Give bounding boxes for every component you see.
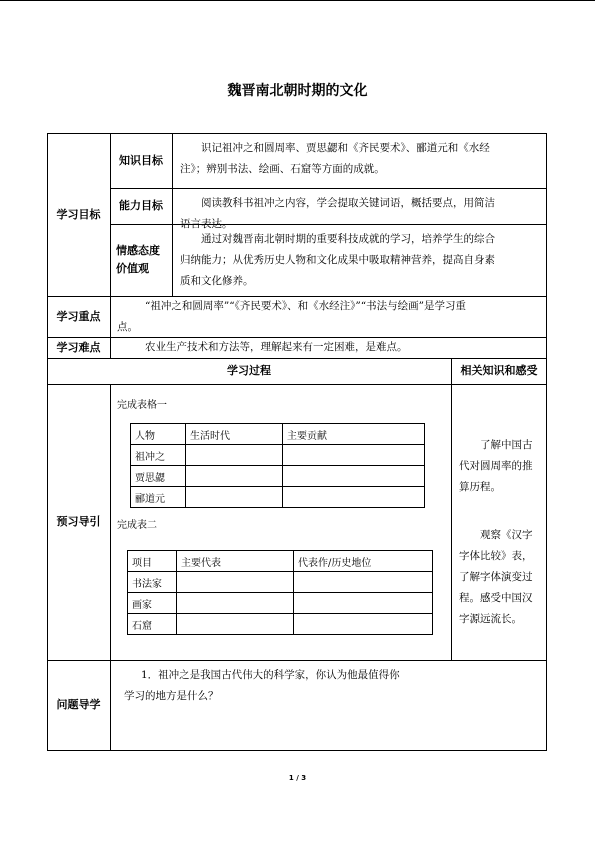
table-row: [128, 593, 433, 614]
knowledge-goal-text: 识记祖冲之和圆周率、贾思勰和《齐民要术》、郦道元和《水经 注》；辨别书法、绘画、石窟等方面的成就。: [180, 142, 490, 175]
emotion-goal-label: 情感态度 价值观: [116, 244, 160, 275]
answer-cell[interactable]: [283, 487, 425, 508]
answer-cell[interactable]: [283, 445, 425, 466]
answer-cell[interactable]: [186, 466, 283, 487]
table-cell: 石窟: [128, 614, 177, 635]
table-row: [128, 551, 433, 572]
table-cell: 画家: [128, 593, 177, 614]
table-rule: [546, 133, 547, 751]
table2: [127, 550, 433, 635]
table1: [130, 423, 425, 508]
answer-cell[interactable]: [283, 466, 425, 487]
table1-title: 完成表格一: [117, 400, 167, 411]
table-row: [131, 487, 425, 508]
page-number: 1 / 3: [288, 774, 307, 782]
page-top-rule: [0, 0, 595, 1]
table-row: [128, 572, 433, 593]
lesson-plan-table: [47, 133, 547, 751]
table2-title: 完成表二: [117, 520, 157, 531]
answer-cell[interactable]: [294, 572, 433, 593]
table-rule: [47, 384, 547, 385]
answer-cell[interactable]: [177, 572, 294, 593]
question-label: 问题导学: [56, 698, 101, 711]
table-row: [131, 445, 425, 466]
answer-cell[interactable]: [186, 487, 283, 508]
question-text: 1．祖冲之是我国古代伟大的科学家，你认为他最值得你 学习的地方是什么？: [124, 669, 400, 702]
answer-cell[interactable]: [294, 593, 433, 614]
emotion-goal-text: 通过对魏晋南北朝时期的重要科技成就的学习，培养学生的综合 归纳能力；从优秀历史人物和文化成果中吸取精神营养，提高自身素 质和文化修养。: [180, 233, 495, 287]
goals-label: 学习目标: [56, 207, 101, 221]
ability-goal-text: 阅读教科书祖冲之内容，学会提取关键词语，概括要点，用简洁 语言表达。: [180, 197, 495, 230]
answer-cell[interactable]: [177, 614, 294, 635]
table-row: [131, 424, 425, 445]
knowledge-goal-label: 知识目标: [119, 153, 163, 167]
table-rule: [47, 660, 547, 661]
table-header-cell: 人物: [131, 424, 186, 445]
table-row: [128, 614, 433, 635]
page-title: 魏晋南北朝时期的文化: [227, 83, 368, 99]
side-note-script: 观察《汉字 字体比较》表， 了解字体演变过 程。感受中国汉 字源远流长。: [459, 529, 533, 625]
table-cell: 祖冲之: [131, 445, 186, 466]
answer-cell[interactable]: [186, 445, 283, 466]
side-note-pi: 了解中国古 代对圆周率的推 算历程。: [459, 439, 533, 493]
table-header-cell: 生活时代: [186, 424, 283, 445]
table-header-cell: 代表作/历史地位: [294, 551, 433, 572]
answer-cell[interactable]: [294, 614, 433, 635]
key-points-text: “祖冲之和圆周率”“《齐民要术》、和《水经注》”“书法与绘画”是学习重 点。: [117, 300, 466, 333]
table-row: [131, 466, 425, 487]
table-rule: [110, 384, 111, 751]
related-knowledge-header: 相关知识和感受: [460, 364, 538, 377]
table-header-cell: 项目: [128, 551, 177, 572]
table-cell: 郦道元: [131, 487, 186, 508]
table-header-cell: 主要贡献: [283, 424, 425, 445]
table-rule: [47, 750, 547, 751]
table-rule: [172, 133, 173, 297]
table-cell: 贾思勰: [131, 466, 186, 487]
process-header: 学习过程: [227, 364, 271, 377]
difficulties-text: 农业生产技术和方法等，理解起来有一定困难，是难点。: [145, 341, 408, 353]
table-rule: [451, 358, 452, 661]
difficulties-label: 学习难点: [56, 340, 101, 354]
preview-label: 预习导引: [56, 515, 101, 528]
table-rule: [110, 188, 547, 189]
ability-goal-label: 能力目标: [119, 199, 163, 212]
table-header-cell: 主要代表: [177, 551, 294, 572]
key-points-label: 学习重点: [56, 309, 101, 323]
answer-cell[interactable]: [177, 593, 294, 614]
table-cell: 书法家: [128, 572, 177, 593]
